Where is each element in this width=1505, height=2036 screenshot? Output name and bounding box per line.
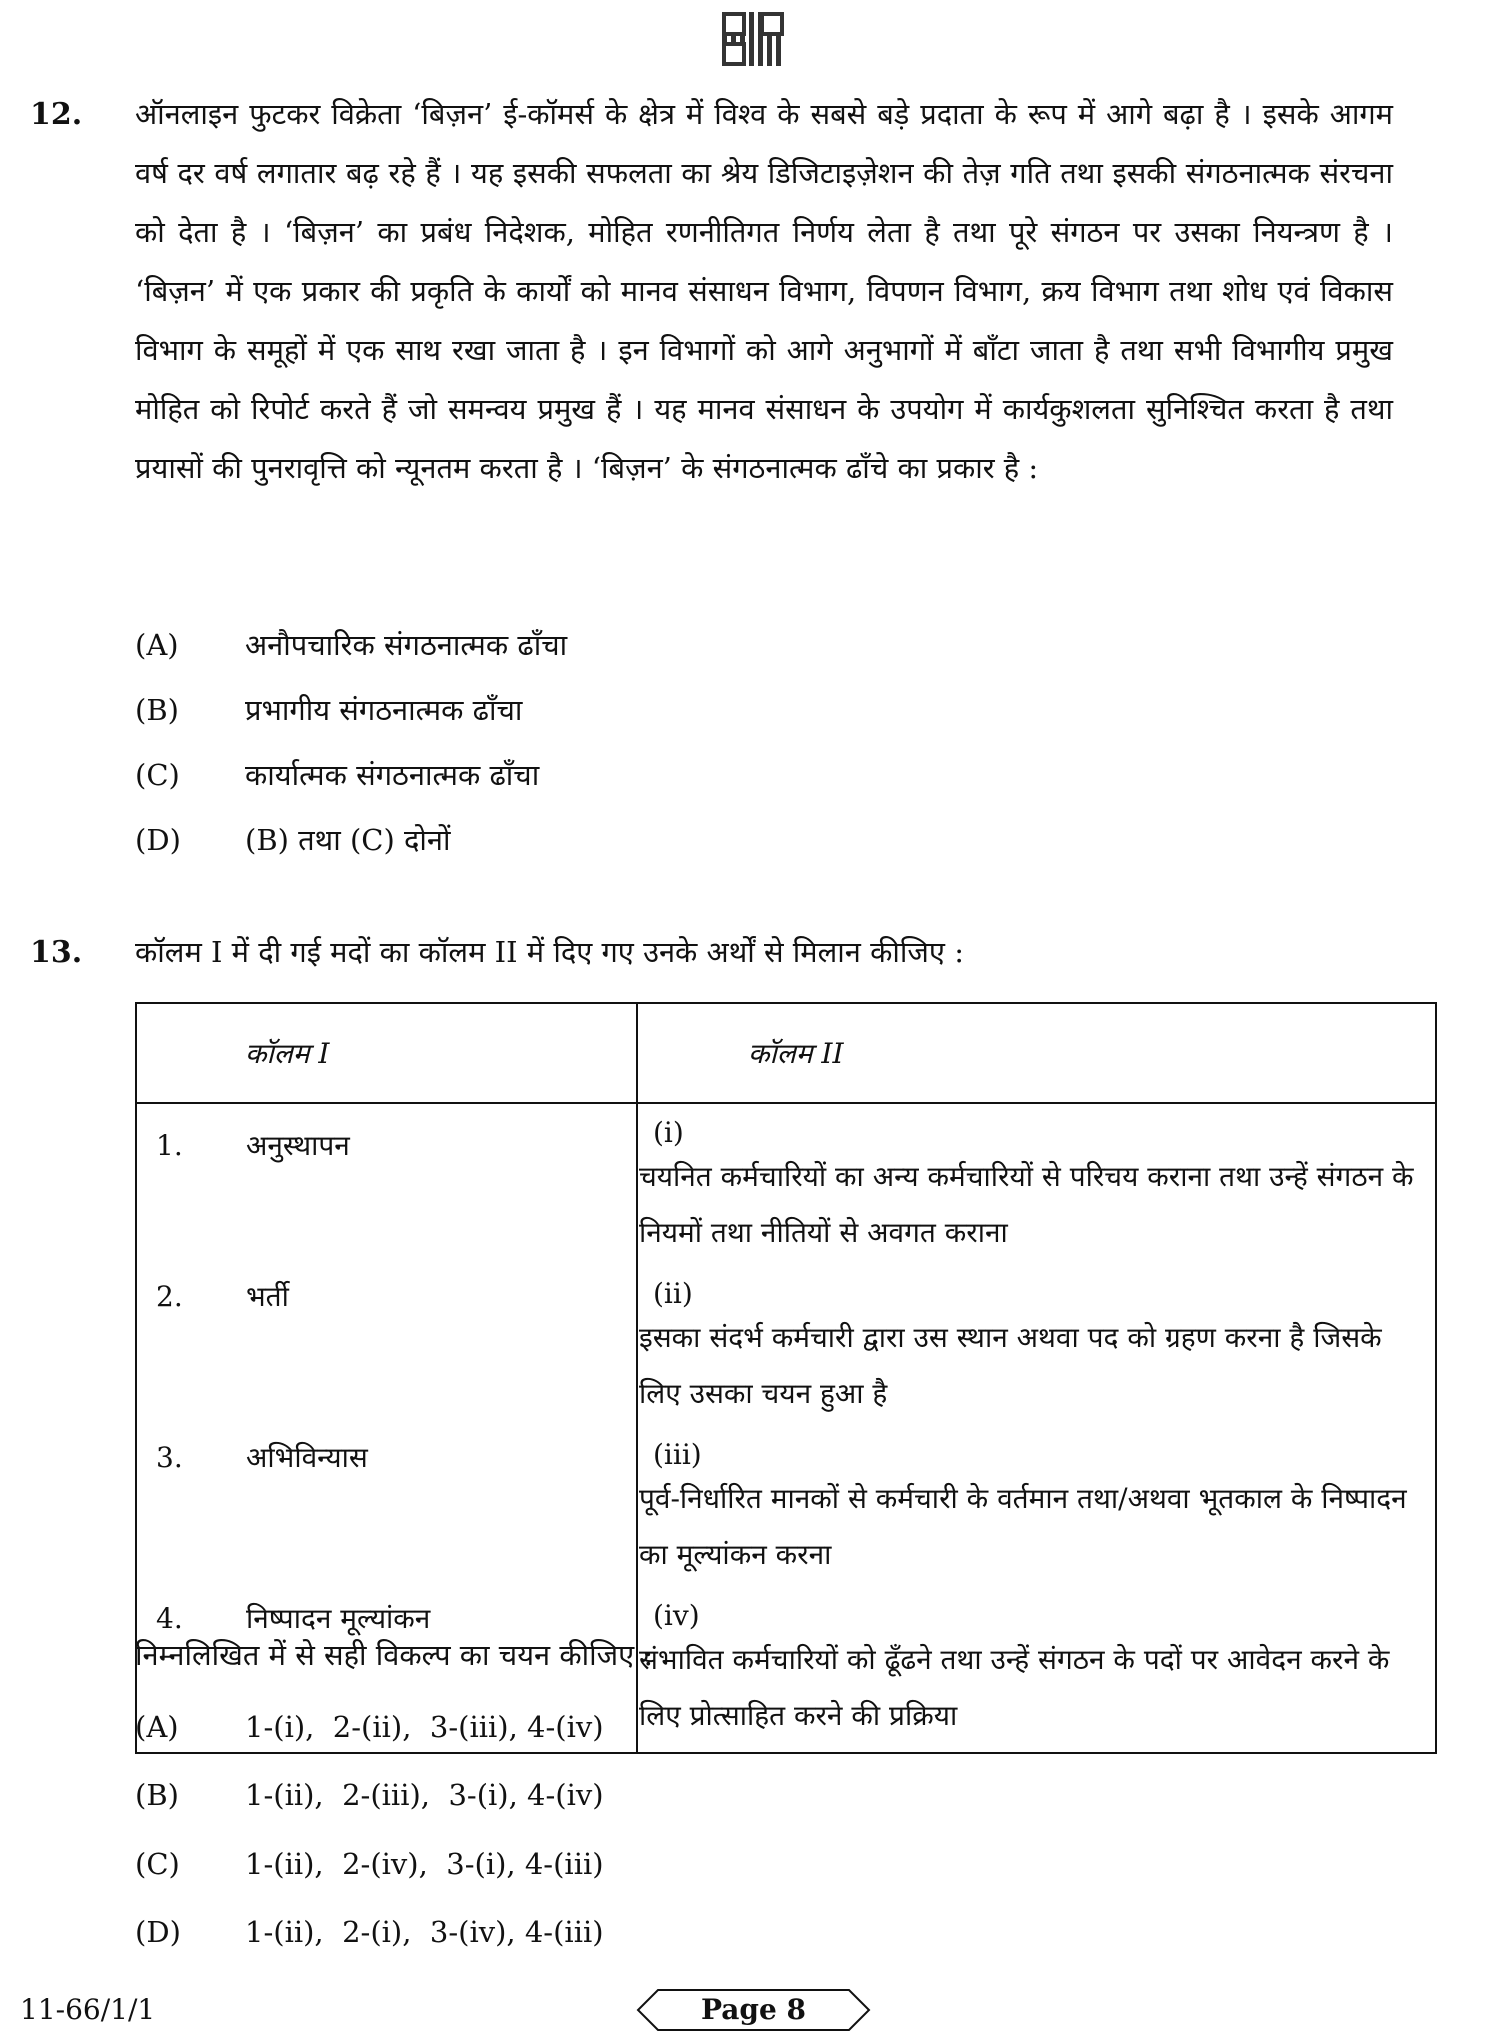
option-text: अनौपचारिक संगठनात्मक ढाँचा	[245, 628, 568, 662]
option-text: कार्यात्मक संगठनात्मक ढाँचा	[245, 758, 540, 792]
option-text: 1-(i), 2-(ii), 3-(iii), 4-(iv)	[245, 1710, 604, 1744]
q13-option-b	[135, 1778, 604, 1812]
table-row	[136, 1269, 1436, 1430]
question-12-text: ऑनलाइन फुटकर विक्रेता ‘बिज़न’ ई-कॉमर्स के क्षेत्र में विश्व के सबसे बड़े प्रदाता के रूप में आगे बढ़ा है । इसके आगम वर्ष दर वर्ष लगातार बढ़ रहे हैं । यह इसकी सफलता का श्रेय डिजिटाइज़ेशन की तेज़ गति तथा इसकी संगठनात्मक संरचना को देता है । ‘बिज़न’ का प्रबंध निदेशक, मोहित रणनीतिगत निर्णय लेता है तथा पूरे संगठन पर उसका नियन्त्रण है । ‘बिज़न’ में एक प्रकार की प्रकृति के कार्यों को मानव संसाधन विभाग, विपणन विभाग, क्रय विभाग तथा शोध एवं विकास विभाग के समूहों में एक साथ रखा जाता है । इन विभागों को आगे अनुभागों में बाँटा जाता है तथा सभी विभागीय प्रमुख मोहित को रिपोर्ट करते हैं जो समन्वय प्रमुख हैं । यह मानव संसाधन के उपयोग में कार्यकुशलता सुनिश्चित करता है तथा प्रयासों की पुनरावृत्ति को न्यूनतम करता है । ‘बिज़न’ के संगठनात्मक ढाँचे का प्रकार है :	[135, 97, 1393, 485]
row-meaning: पूर्व-निर्धारित मानकों से कर्मचारी के वर्तमान तथा/अथवा भूतकाल के निष्पादन का मूल्यांकन करना	[639, 1482, 1407, 1571]
option-text: 1-(ii), 2-(i), 3-(iv), 4-(iii)	[245, 1915, 604, 1949]
option-text: (B) तथा (C) दोनों	[245, 823, 451, 857]
q13-option-a	[135, 1710, 604, 1744]
q12-option-d	[135, 820, 451, 859]
question-13-prompt: निम्नलिखित में से सही विकल्प का चयन कीजिए :	[135, 1638, 654, 1672]
row-meaning: चयनित कर्मचारियों का अन्य कर्मचारियों से परिचय कराना तथा उन्हें संगठन के नियमों तथा नीतियों से अवगत कराना	[639, 1160, 1414, 1249]
table-row	[136, 1430, 1436, 1591]
option-label: (C)	[135, 1847, 180, 1881]
table-row	[136, 1103, 1436, 1269]
paper-code: 11-66/1/1	[20, 1993, 156, 2026]
question-13-text: कॉलम I में दी गई मदों का कॉलम II में दिए गए उनके अर्थों से मिलान कीजिए :	[135, 935, 964, 969]
row-number: 2.	[156, 1280, 183, 1313]
row-roman: (ii)	[653, 1277, 693, 1310]
row-roman: (iii)	[653, 1438, 702, 1471]
option-label: (C)	[135, 758, 180, 792]
row-number: 4.	[156, 1602, 183, 1635]
q13-option-c	[135, 1847, 604, 1881]
question-12-number: 12.	[30, 97, 83, 132]
option-label: (A)	[135, 1710, 179, 1744]
q12-option-a	[135, 625, 567, 664]
option-label: (D)	[135, 823, 181, 857]
row-term: भर्ती	[246, 1280, 289, 1313]
option-text: 1-(ii), 2-(iv), 3-(i), 4-(iii)	[245, 1847, 604, 1881]
page-number: Page 8	[700, 1993, 807, 2026]
row-meaning: संभावित कर्मचारियों को ढूँढने तथा उन्हें संगठन के पदों पर आवेदन करने के लिए प्रोत्साहित करने की प्रक्रिया	[639, 1643, 1390, 1732]
row-term: अभिविन्यास	[246, 1441, 368, 1474]
row-term: निष्पादन मूल्यांकन	[246, 1602, 431, 1635]
option-label: (D)	[135, 1915, 181, 1949]
q12-option-c	[135, 755, 539, 794]
row-number: 3.	[156, 1441, 183, 1474]
qr-code-icon	[722, 12, 784, 66]
row-roman: (i)	[653, 1116, 684, 1149]
option-text: 1-(ii), 2-(iii), 3-(i), 4-(iv)	[245, 1778, 604, 1812]
option-label: (A)	[135, 628, 179, 662]
q12-option-b	[135, 690, 522, 729]
question-13-number: 13.	[30, 935, 83, 970]
row-meaning: इसका संदर्भ कर्मचारी द्वारा उस स्थान अथवा पद को ग्रहण करना है जिसके लिए उसका चयन हुआ है	[639, 1321, 1382, 1410]
option-text: प्रभागीय संगठनात्मक ढाँचा	[245, 693, 523, 727]
page-number-badge	[636, 1988, 871, 2032]
column-1-header: कॉलम I	[136, 1003, 637, 1103]
row-term: अनुस्थापन	[246, 1129, 350, 1162]
option-label: (B)	[135, 693, 179, 727]
row-roman: (iv)	[653, 1599, 700, 1632]
option-label: (B)	[135, 1778, 179, 1812]
row-number: 1.	[156, 1129, 183, 1162]
column-2-header: कॉलम II	[637, 1003, 1436, 1103]
q13-option-d	[135, 1915, 604, 1949]
